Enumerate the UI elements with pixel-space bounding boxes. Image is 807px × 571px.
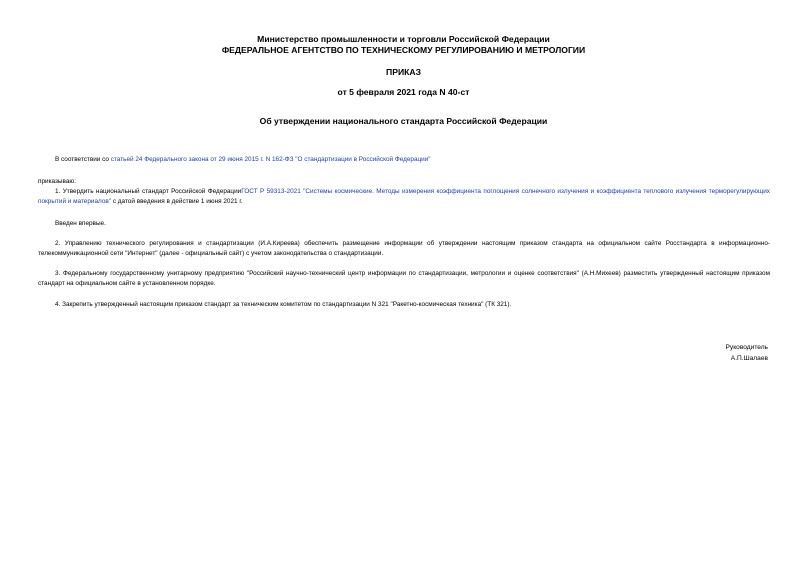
signature-name: А.П.Шалаев	[730, 355, 768, 362]
item-3-paragraph: 3. Федеральному государственному унитарному предприятию "Российский научно-технический центр информации по стандартизации, метрологии и оценке соответствия" (А.Н.Михеев) разместить утвержденный настоящим приказом стандарт на официальном сайте в установленном порядке.	[38, 270, 770, 287]
date-number: от 5 февраля 2021 года N 40-ст	[337, 87, 470, 97]
agency-title: ФЕДЕРАЛЬНОЕ АГЕНТСТВО ПО ТЕХНИЧЕСКОМУ РЕГУЛИРОВАНИЮ И МЕТРОЛОГИИ	[221, 45, 586, 55]
order-word: приказываю:	[38, 178, 76, 185]
item-1-prefix: 1. Утвердить национальный стандарт Российской Федерации	[55, 188, 242, 195]
signature-title: Руководитель	[725, 344, 768, 351]
item-1-paragraph	[38, 187, 770, 207]
subject-title: Об утверждении национального стандарта Российской Федерации	[259, 116, 548, 126]
item-2-paragraph: 2. Управлению технического регулирования и стандартизации (И.А.Киреева) обеспечить размещение информации об утверждении настоящим приказом стандарта на официальном сайте Росстандарта в информационно-телекоммуникационной сети "Интернет" (далее - официальный сайт) с учетом законодательства о стандартизации.	[38, 240, 770, 257]
intro-note: Введен впервые.	[55, 220, 106, 227]
preamble-law-link[interactable]: статьей 24 Федерального закона от 29 июня 2015 г. N 162-ФЗ "О стандартизации в Российской Федерации"	[110, 156, 431, 163]
item-1-suffix: с датой введения в действие 1 июня 2021 г.	[111, 198, 243, 205]
ministry-title: Министерство промышленности и торговли Российской Федерации	[257, 34, 550, 44]
preamble-prefix: В соответствии со	[55, 156, 111, 163]
preamble-paragraph	[55, 155, 770, 165]
item-4-paragraph: 4. Закрепить утвержденный настоящим приказом стандарт за техническим комитетом по стандартизации N 321 "Ракетно-космическая техника" (ТК 321).	[55, 301, 512, 308]
doc-type-title: ПРИКАЗ	[386, 67, 421, 77]
gost-standard-link[interactable]: ГОСТ Р 59313-2021 "Системы космические. Методы измерения коэффициента поглощения солнечного излучения и коэффициента теплового излучения терморегулирующих покрытий и материалов"	[38, 188, 770, 205]
